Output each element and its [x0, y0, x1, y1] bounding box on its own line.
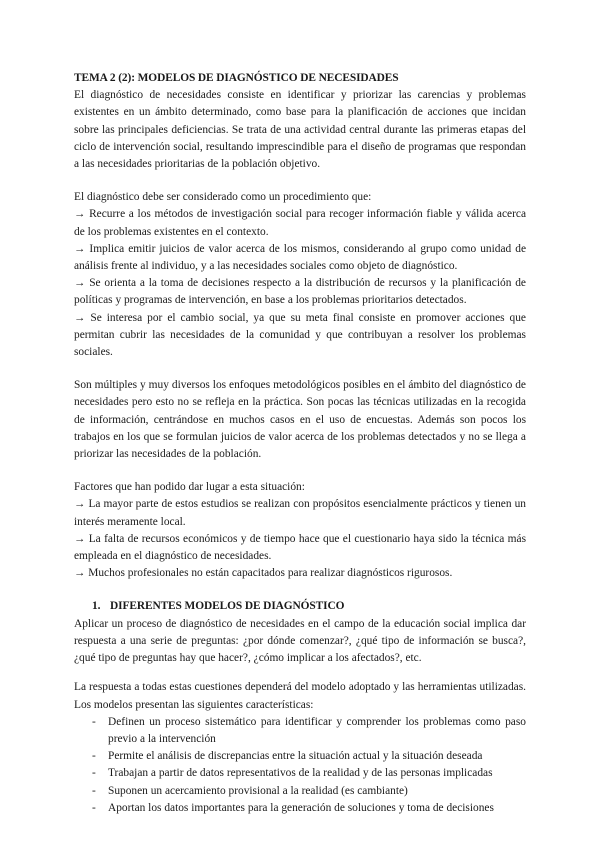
list-item: [92, 800, 526, 817]
factor-item: → La falta de recursos económicos y de tiempo hace que el cuestionario haya sido la técnica más empleada en el diagnóstico de necesidades.: [74, 532, 526, 563]
list-item: [92, 748, 526, 765]
procedure-item: → Se interesa por el cambio social, ya que su meta final consiste en promover acciones que permitan cubrir las necesidades de la comunidad y que contribuyan a resolver los problemas sociales.: [74, 311, 526, 359]
list-item-text: Suponen un acercamiento provisional a la realidad (es cambiante): [108, 784, 408, 797]
dash-bullet: -: [92, 750, 96, 763]
list-item-text: Permite el análisis de discrepancias entre la situación actual y la situación deseada: [108, 750, 483, 763]
list-item-text: Trabajan a partir de datos representativos de la realidad y de las personas implicadas: [108, 767, 493, 780]
spacer: [74, 667, 526, 679]
list-item: [92, 783, 526, 800]
dash-bullet: -: [92, 801, 96, 814]
list-item: [92, 714, 526, 748]
dash-bullet: -: [92, 715, 96, 728]
list-item: [92, 765, 526, 782]
characteristics-list: [74, 714, 526, 817]
page-title: TEMA 2 (2): MODELOS DE DIAGNÓSTICO DE NECESIDADES: [74, 72, 399, 84]
section-heading-text: DIFERENTES MODELOS DE DIAGNÓSTICO: [110, 600, 345, 613]
factor-item: → Muchos profesionales no están capacitados para realizar diagnósticos rigurosos.: [74, 567, 453, 580]
factor-item: → La mayor parte de estos estudios se realizan con propósitos esencialmente prácticos y tienen un interés meramente local.: [74, 498, 526, 528]
spacer: [74, 173, 526, 189]
procedure-item: → Se orienta a la toma de decisiones respecto a la distribución de recursos y la planificación de políticas y programas de intervención, en base a los problemas prioritarios detectados.: [74, 277, 526, 307]
procedure-lead: El diagnóstico debe ser considerado como un procedimiento que:: [74, 191, 372, 204]
section-paragraph: Aplicar un proceso de diagnóstico de necesidades en el campo de la educación social implica dar respuesta a una serie de preguntas: ¿por dónde comenzar?, ¿qué tipo de información se busca?, ¿qué tipo de preguntas hay que hacer?, ¿cómo implicar a los afectados?, etc.: [74, 617, 526, 665]
section-number: 1.: [92, 600, 101, 613]
spacer: [74, 361, 526, 377]
intro-paragraph: El diagnóstico de necesidades consiste en identificar y priorizar las carencias y problemas existentes en un ámbito determinado, como base para la planificación de acciones que incidan sobre las principales deficiencias. Se trata de una actividad central durante las primeras etapas del ciclo de intervención social, resultando imprescindible para el diseño de programas que respondan a las necesidades prioritarias de la población objetivo.: [74, 89, 526, 171]
procedure-item: → Implica emitir juicios de valor acerca de los mismos, considerando al grupo como unidad de análisis frente al individuo, y a las necesidades sociales como objeto de diagnóstico.: [74, 242, 526, 273]
spacer: [74, 463, 526, 479]
section-heading: [92, 598, 526, 615]
list-item-text: Definen un proceso sistemático para identificar y comprender los problemas como paso previo a la intervención: [108, 715, 526, 745]
procedure-item: → Recurre a los métodos de investigación social para recoger información fiable y válida acerca de los problemas existentes en el contexto.: [74, 208, 526, 238]
section-paragraph: La respuesta a todas estas cuestiones dependerá del modelo adoptado y las herramientas utilizadas. Los modelos presentan las siguientes características:: [74, 681, 526, 711]
dash-bullet: -: [92, 784, 96, 797]
approaches-paragraph: Son múltiples y muy diversos los enfoques metodológicos posibles en el ámbito del diagnóstico de necesidades pero esto no se refleja en la práctica. Son pocas las técnicas utilizadas en la recogida de información, centrándose en muchos casos en el uso de encuestas. Además son pocos los trabajos en los que se formulan juicios de valor acerca de los problemas detectados y no se llega a priorizar las necesidades de la población.: [74, 379, 526, 461]
factors-lead: Factores que han podido dar lugar a esta situación:: [74, 481, 305, 494]
dash-bullet: -: [92, 767, 96, 780]
spacer: [74, 582, 526, 598]
list-item-text: Aportan los datos importantes para la generación de soluciones y toma de decisiones: [108, 801, 494, 814]
